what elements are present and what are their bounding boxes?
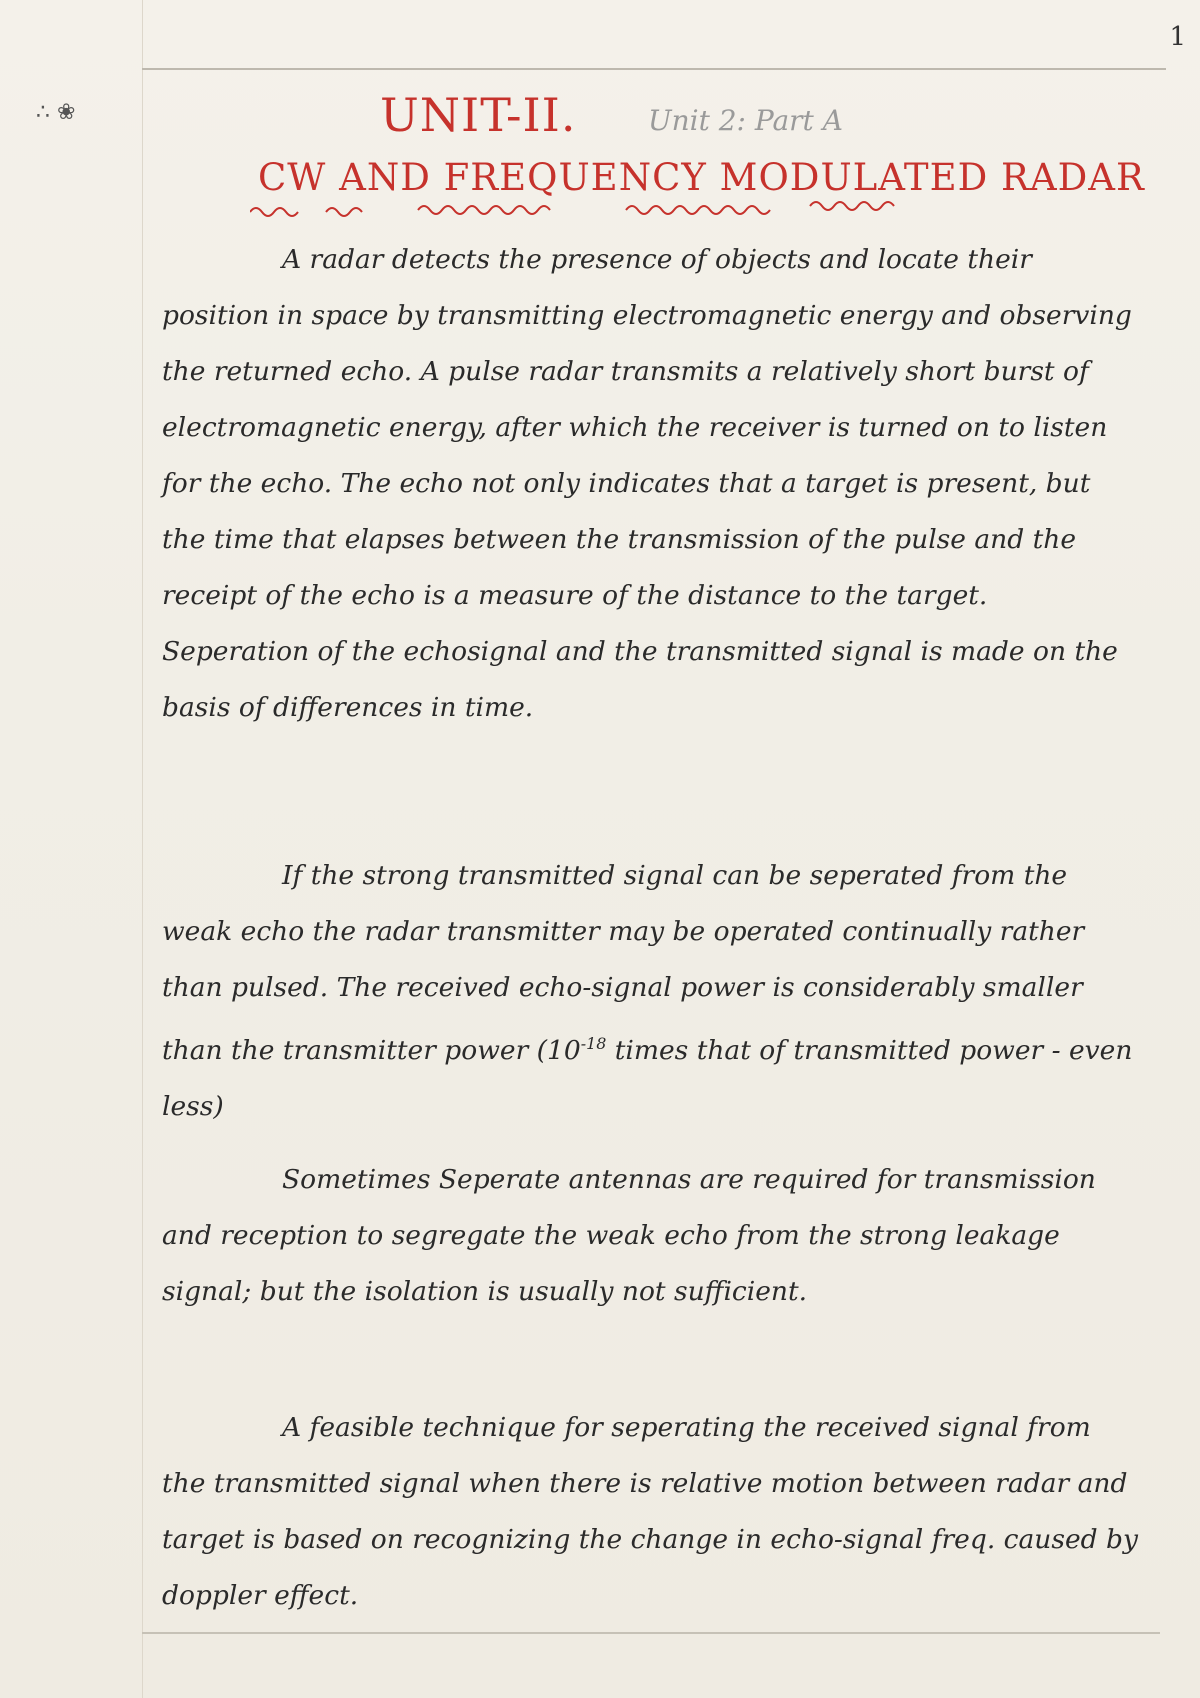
chapter-title: CW AND FREQUENCY MODULATED RADAR xyxy=(258,156,1145,199)
paragraph-3-text: Sometimes Seperate antennas are required for transmission and reception to segregate the weak echo from the strong leakage signal; but the isolation is usually not sufficient. xyxy=(162,1164,1096,1307)
paragraph-2-main: If the strong transmitted signal can be seperated from the weak echo the radar transmitter may be operated continually rather than pulsed. The received echo-signal power is considerably smaller than the transmitter power (10 xyxy=(162,860,1085,1066)
paragraph-1 xyxy=(162,232,1142,736)
paragraph-4 xyxy=(162,1400,1142,1624)
paragraph-1-text: A radar detects the presence of objects and locate their position in space by transmitting electromagnetic energy and observing the returned echo. A pulse radar transmits a relatively short burst of electromagnetic energy, after which the receiver is turned on to listen for the echo. The echo not only indicates that a target is present, but the time that elapses between the transmission of the pulse and the receipt of the echo is a measure of the distance to the target. Seperation of the echosignal and the transmitted signal is made on the basis of differences in time. xyxy=(162,244,1132,723)
paragraph-2 xyxy=(162,848,1142,1135)
paragraph-2-tail: times that of transmitted power - even less) xyxy=(162,1034,1133,1122)
page-number: 1 xyxy=(1169,22,1186,52)
top-rule xyxy=(142,68,1166,70)
unit-subtitle: Unit 2: Part A xyxy=(648,104,843,137)
margin-line xyxy=(142,0,143,1698)
margin-doodle: ∴ ❀ xyxy=(36,100,76,125)
unit-title: UNIT-II. xyxy=(380,88,577,142)
paragraph-2-text xyxy=(162,848,1142,1135)
bottom-rule xyxy=(142,1632,1160,1634)
power-exponent: -18 xyxy=(580,1034,607,1053)
paragraph-4-text: A feasible technique for seperating the received signal from the transmitted signal when there is relative motion between radar and target is based on recognizing the change in echo-signal freq. caused by doppler effect. xyxy=(162,1412,1138,1611)
paragraph-3 xyxy=(162,1152,1142,1320)
title-underline-squiggle xyxy=(250,200,950,224)
